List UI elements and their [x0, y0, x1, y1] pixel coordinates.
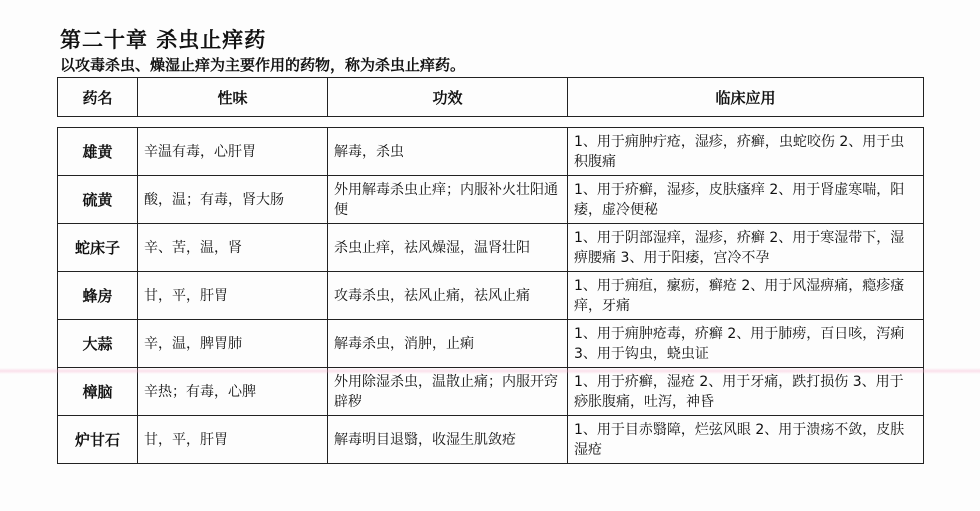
header-row	[58, 78, 924, 117]
herb-effect: 外用解毒杀虫止痒；内服补火壮阳通便	[328, 176, 568, 224]
herb-name: 炉甘石	[58, 416, 138, 464]
table-row	[58, 272, 924, 320]
herb-name: 雄黄	[58, 128, 138, 176]
herb-effect: 解毒，杀虫	[328, 128, 568, 176]
table-row	[58, 320, 924, 368]
table-row	[58, 176, 924, 224]
herb-taste: 辛热；有毒，心脾	[138, 368, 328, 416]
herb-name: 樟脑	[58, 368, 138, 416]
herb-clinical: 1、用于痈肿疔疮，湿疹，疥癣，虫蛇咬伤 2、用于虫积腹痛	[568, 128, 924, 176]
header-taste: 性味	[138, 78, 328, 117]
herb-clinical: 1、用于痈疽，瘰疬，癣疮 2、用于风湿痹痛，瘾疹瘙痒，牙痛	[568, 272, 924, 320]
herb-effect: 解毒杀虫，消肿，止痢	[328, 320, 568, 368]
herb-clinical: 1、用于目赤翳障，烂弦风眼 2、用于溃疡不敛，皮肤湿疮	[568, 416, 924, 464]
herb-clinical: 1、用于阴部湿痒，湿疹，疥癣 2、用于寒湿带下，湿痹腰痛 3、用于阳痿，宫冷不孕	[568, 224, 924, 272]
herb-name: 硫黄	[58, 176, 138, 224]
herb-taste: 甘，平，肝胃	[138, 272, 328, 320]
table-row	[58, 368, 924, 416]
table-row	[58, 224, 924, 272]
scan-artifact-line	[0, 368, 980, 374]
herb-taste: 酸，温；有毒，肾大肠	[138, 176, 328, 224]
chapter-subtitle: 以攻毒杀虫、燥湿止痒为主要作用的药物，称为杀虫止痒药。	[60, 56, 466, 74]
herb-taste: 辛温有毒，心肝胃	[138, 128, 328, 176]
herb-effect: 解毒明目退翳，收湿生肌敛疮	[328, 416, 568, 464]
table-header	[57, 77, 924, 117]
herb-name: 大蒜	[58, 320, 138, 368]
chapter-title: 第二十章 杀虫止痒药	[60, 28, 267, 52]
herb-table	[57, 127, 924, 464]
herb-taste: 甘，平，肝胃	[138, 416, 328, 464]
herb-clinical: 1、用于疥癣，湿疹，皮肤瘙痒 2、用于肾虚寒喘，阳痿，虚冷便秘	[568, 176, 924, 224]
header-clinical: 临床应用	[568, 78, 924, 117]
herb-taste: 辛、苦，温，肾	[138, 224, 328, 272]
header-effect: 功效	[328, 78, 568, 117]
table-row	[58, 128, 924, 176]
herb-clinical: 1、用于痈肿疮毒，疥癣 2、用于肺痨，百日咳，泻痢 3、用于钩虫，蛲虫证	[568, 320, 924, 368]
herb-effect: 外用除湿杀虫，温散止痛；内服开窍辟秽	[328, 368, 568, 416]
herb-effect: 杀虫止痒，祛风燥湿，温肾壮阳	[328, 224, 568, 272]
table-row	[58, 416, 924, 464]
herb-clinical: 1、用于疥癣，湿疮 2、用于牙痛，跌打损伤 3、用于痧胀腹痛，吐泻，神昏	[568, 368, 924, 416]
header-name: 药名	[58, 78, 138, 117]
herb-name: 蜂房	[58, 272, 138, 320]
herb-effect: 攻毒杀虫，祛风止痛，祛风止痛	[328, 272, 568, 320]
herb-name: 蛇床子	[58, 224, 138, 272]
herb-taste: 辛，温，脾胃肺	[138, 320, 328, 368]
